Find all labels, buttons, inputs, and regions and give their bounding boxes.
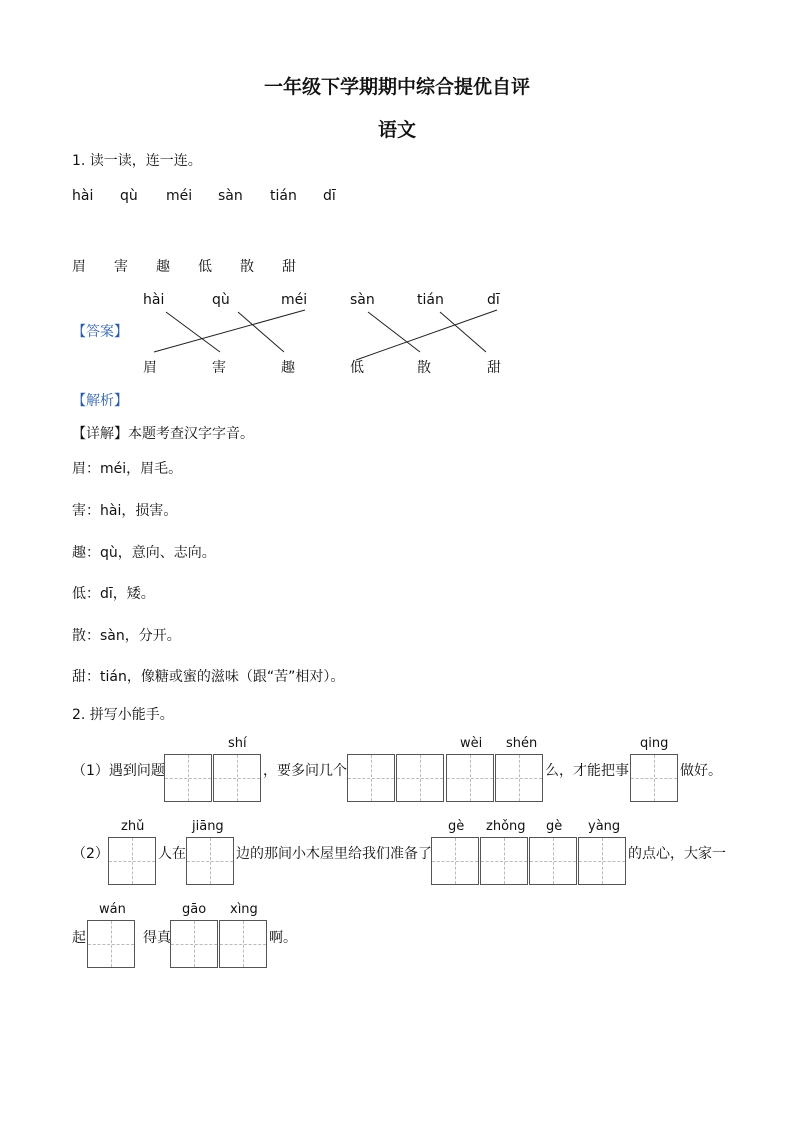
line-tian-tian (440, 312, 486, 352)
answer-pinyin: méi (281, 292, 308, 308)
writing-box[interactable] (480, 837, 528, 885)
answer-char: 趣 (281, 360, 295, 376)
s2-pinyin: zhǔ (121, 819, 145, 834)
explanation-line: 眉：méi，眉毛。 (72, 461, 183, 477)
answer-char: 散 (417, 360, 431, 376)
q1-pinyin: dī (323, 188, 336, 204)
s3-pinyin: wán (99, 902, 126, 917)
s2-pinyin: gè (546, 819, 563, 834)
document-title: 一年级下学期期中综合提优自评 (263, 76, 530, 98)
s1-text: 么，才能把事 (545, 763, 629, 779)
writing-box[interactable] (186, 837, 234, 885)
writing-box[interactable] (431, 837, 479, 885)
s2-text: 边的那间小木屋里给我们准备了 (236, 846, 432, 862)
answer-pinyin: qù (212, 292, 230, 308)
q1-pinyin: méi (166, 188, 193, 204)
q1-char: 趣 (156, 259, 170, 275)
writing-box[interactable] (219, 920, 267, 968)
s3-pinyin: gāo (182, 902, 207, 917)
q1-char: 散 (240, 259, 254, 275)
s2-pinyin: zhǒng (486, 819, 526, 834)
s2-pinyin: jiāng (192, 819, 224, 834)
line-di-di (356, 310, 497, 360)
answer-char: 害 (212, 360, 226, 376)
s1-pinyin: shén (506, 736, 538, 751)
q1-pinyin: sàn (218, 188, 243, 204)
s1-text: （1）遇到问题 (72, 763, 165, 779)
writing-box[interactable] (108, 837, 156, 885)
answer-char: 甜 (487, 360, 501, 376)
writing-box[interactable] (446, 754, 494, 802)
s2-text: 人在 (158, 846, 186, 862)
s1-text: 做好。 (680, 763, 722, 779)
q1-pinyin: qù (120, 188, 138, 204)
q1-char: 低 (198, 259, 212, 275)
explanation-line: 散：sàn，分开。 (72, 628, 181, 644)
writing-box[interactable] (529, 837, 577, 885)
s1-pinyin: shí (228, 736, 247, 751)
writing-box[interactable] (170, 920, 218, 968)
s2-pinyin: yàng (588, 819, 621, 834)
line-mei-mei (154, 310, 305, 352)
explanation-line: 趣：qù，意向、志向。 (72, 545, 216, 561)
writing-box[interactable] (578, 837, 626, 885)
s3-text: 啊。 (269, 930, 297, 946)
s1-pinyin: qing (640, 736, 669, 751)
q1-pinyin: hài (72, 188, 94, 204)
writing-box[interactable] (87, 920, 135, 968)
s2-pinyin: gè (448, 819, 465, 834)
writing-box[interactable] (347, 754, 395, 802)
s1-text: ，要多问几个 (263, 763, 347, 779)
answer-pinyin: hài (143, 292, 165, 308)
writing-box[interactable] (630, 754, 678, 802)
analysis-label: 【解析】 (72, 393, 128, 409)
s3-text: 得真 (143, 930, 171, 946)
q1-char: 害 (114, 259, 128, 275)
q1-char: 眉 (72, 259, 86, 275)
explanation-line: 甜：tián，像糖或蜜的滋味（跟“苦”相对）。 (72, 669, 345, 685)
explanation-line: 害：hài，损害。 (72, 503, 178, 519)
q1-char: 甜 (282, 259, 296, 275)
answer-pinyin: tián (417, 292, 444, 308)
answer-pinyin: sàn (350, 292, 375, 308)
writing-box[interactable] (213, 754, 261, 802)
writing-box[interactable] (164, 754, 212, 802)
q1-pinyin: tián (270, 188, 297, 204)
s3-text: 起 (72, 930, 86, 946)
explanation-line: 低：dī，矮。 (72, 586, 155, 602)
q1-prompt: 1. 读一读，连一连。 (72, 153, 202, 169)
q2-prompt: 2. 拼写小能手。 (72, 707, 174, 723)
answer-char: 眉 (143, 360, 157, 376)
document-subject: 语文 (377, 119, 416, 141)
s2-text: （2） (72, 846, 109, 862)
answer-label: 【答案】 (72, 324, 128, 340)
s3-pinyin: xìng (230, 902, 258, 917)
writing-box[interactable] (495, 754, 543, 802)
answer-char: 低 (350, 360, 364, 376)
s2-text: 的点心，大家一 (628, 846, 726, 862)
s1-pinyin: wèi (460, 736, 483, 751)
writing-box[interactable] (396, 754, 444, 802)
answer-pinyin: dī (487, 292, 500, 308)
detail-text: 【详解】本题考查汉字字音。 (72, 426, 254, 442)
